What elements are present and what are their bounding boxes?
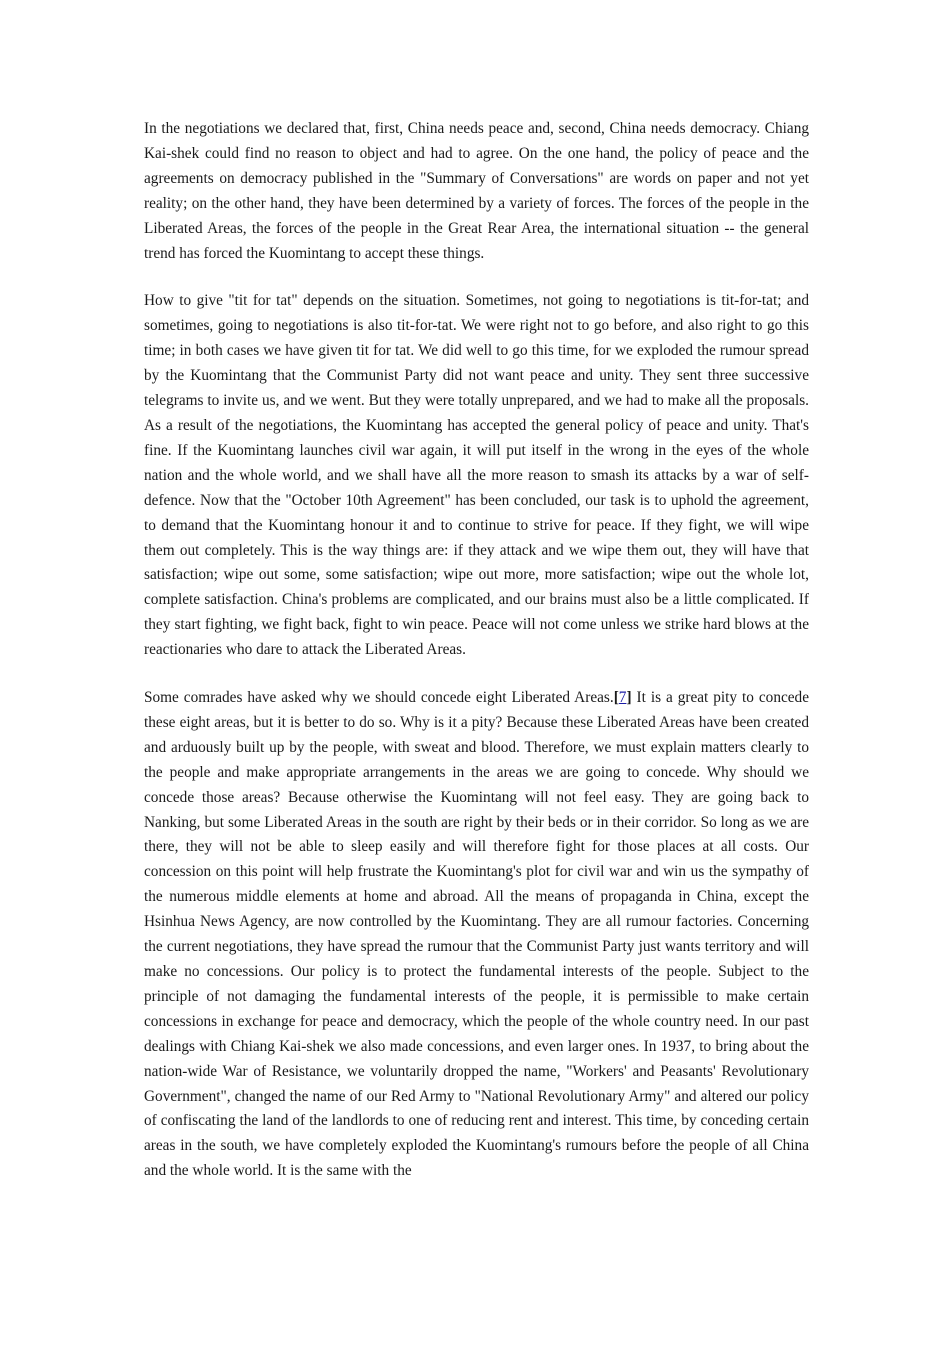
paragraph-concessions-body: It is a great pity to concede these eight areas, but it is better to do so. Why is it a pity? Because these Liberated Areas have been created and arduously built up by the people, with sweat and blood. Therefore, we must explain matters clearly to the people and make appropriate arrangements in the areas we are going to concede. Why should we concede those areas? Because otherwise the Kuomintang will not feel easy. They are going back to Nanking, but some Liberated Areas in the south are right by their beds or in their corridor. So long as we are there, they will not be able to sleep easily and will therefore fight for those places at all costs. Our concession on this point will help frustrate the Kuomintang's plot for civil war and win us the sympathy of the numerous middle elements at home and abroad. All the means of propaganda in China, except the Hsinhua News Agency, are now controlled by the Kuomintang. They are all rumour factories. Concerning the current negotiations, they have spread the rumour that the Communist Party just wants territory and will make no concessions. Our policy is to protect the fundamental interests of the people. Subject to the principle of not damaging the fundamental interests of the people, it is permissible to make certain concessions in exchange for peace and democracy, which the people of the whole country need. In our past dealings with Chiang Kai-shek we also made concessions, and even larger ones. In 1937, to bring about the nation-wide War of Resistance, we voluntarily dropped the name, "Workers' and Peasants' Revolutionary Government", changed the name of our Red Army to "National Revolutionary Army" and altered our policy of confiscating the land of the landlords to one of reducing rent and interest. This time, by conceding certain areas in the south, we have completely exploded the Kuomintang's rumours before the people of all China and the whole world. It is the same with the bbox=[144, 689, 809, 1180]
footnote-reference[interactable]: [7] bbox=[613, 689, 632, 707]
paragraph-negotiations: In the negotiations we declared that, first, China needs peace and, second, China needs democracy. Chiang Kai-shek could find no reason to object and had to agree. On the one hand, the policy of peace and the agreements on democracy published in the "Summary of Conversations" are words on paper and not yet reality; on the other hand, they have been determined by a variety of forces. The forces of the people in the Liberated Areas, the forces of the people in the Great Rear Area, the international situation -- the general trend has forced the Kuomintang to accept these things. bbox=[144, 120, 809, 262]
paragraph-concessions bbox=[144, 686, 809, 1184]
document-page bbox=[144, 117, 809, 1184]
paragraph-tit-for-tat: How to give "tit for tat" depends on the situation. Sometimes, not going to negotiations is tit-for-tat; and sometimes, going to negotiations is also tit-for-tat. We were right not to go before, and also right to go this time; in both cases we have given tit for tat. We did well to go this time, for we exploded the rumour spread by the Kuomintang that the Communist Party did not want peace and unity. They sent three successive telegrams to invite us, and we went. But they were totally unprepared, and we had to make all the proposals. As a result of the negotiations, the Kuomintang has accepted the general policy of peace and unity. That's fine. If the Kuomintang launches civil war again, it will put itself in the wrong in the eyes of the whole nation and the whole world, and we shall have all the more reason to smash its attacks by a war of self-defence. Now that the "October 10th Agreement" has been concluded, our task is to uphold the agreement, to demand that the Kuomintang honour it and to continue to strive for peace. If they fight, we will wipe them out completely. This is the way things are: if they attack and we wipe them out, they will have that satisfaction; wipe out some, some satisfaction; wipe out more, more satisfaction; wipe out the whole lot, complete satisfaction. China's problems are complicated, and our brains must also be a little complicated. If they start fighting, we fight back, fight to win peace. Peace will not come unless we strike hard blows at the reactionaries who dare to attack the Liberated Areas. bbox=[144, 292, 809, 659]
footnote-link[interactable]: 7 bbox=[618, 689, 627, 707]
paragraph-concessions-lead: Some comrades have asked why we should concede eight Liberated Areas. bbox=[144, 689, 614, 707]
